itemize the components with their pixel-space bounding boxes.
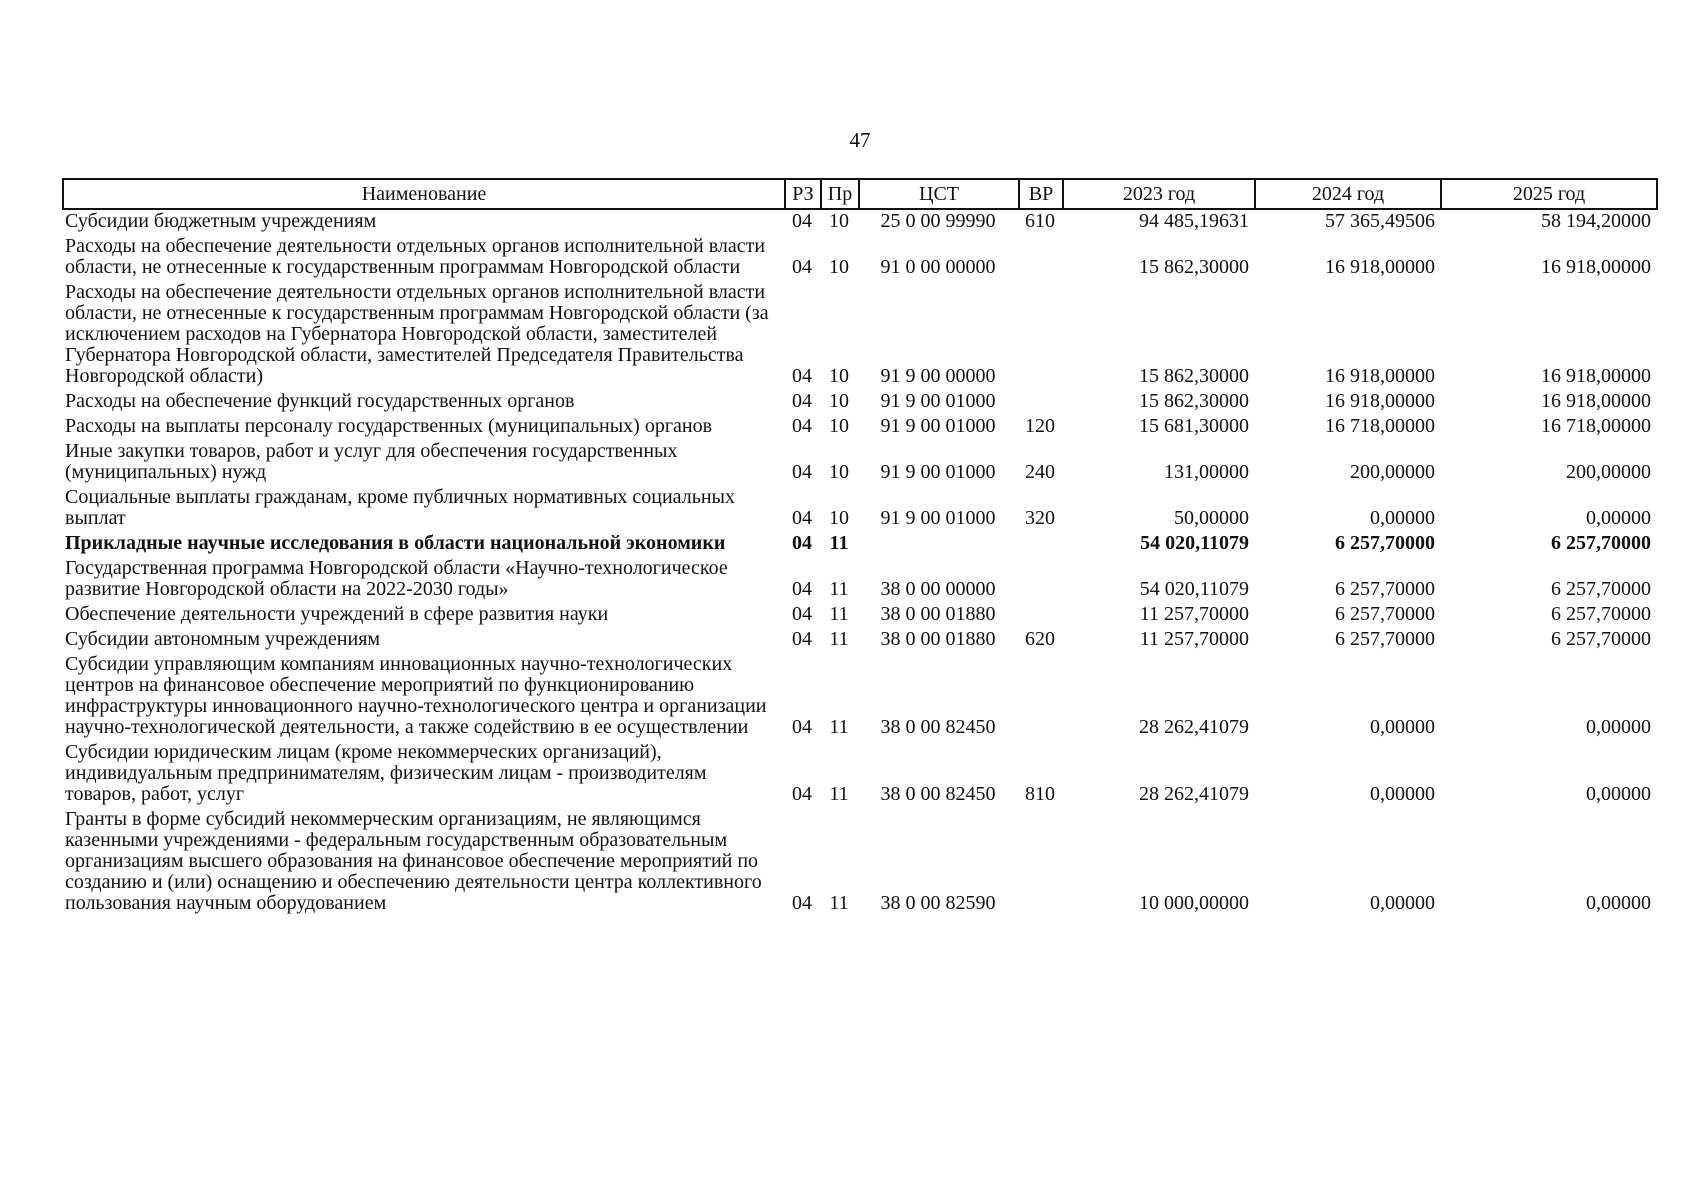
cell-vr: [1019, 808, 1063, 917]
table-row: [63, 808, 1657, 917]
table-row: [63, 235, 1657, 281]
cell-2023: 11 257,70000: [1139, 603, 1249, 625]
cell-pr: 11: [829, 892, 849, 914]
cell-2025: 58 194,20000: [1541, 210, 1651, 232]
table-row: [63, 281, 1657, 390]
cell-cst: 25 0 00 99990: [880, 210, 996, 232]
header-vr: ВР: [1019, 179, 1063, 209]
header-rz: РЗ: [785, 179, 821, 209]
cell-pr: 11: [829, 783, 849, 805]
cell-vr: [1019, 557, 1063, 603]
cell-rz: 04: [792, 415, 812, 437]
table-row: [63, 486, 1657, 532]
cell-vr: [1019, 532, 1063, 557]
table-row: [63, 390, 1657, 415]
cell-rz: 04: [792, 603, 812, 625]
header-2023: 2023 год: [1063, 179, 1255, 209]
cell-cst: 91 9 00 01000: [880, 415, 996, 437]
cell-name: Субсидии юридическим лицам (кроме некоммерческих организаций), индивидуальным предпринимателям, физическим лицам - производителям товаров, работ, услуг: [65, 741, 707, 805]
cell-2023: 50,00000: [1174, 507, 1249, 529]
cell-name: Расходы на обеспечение деятельности отдельных органов исполнительной власти области, не отнесенные к государственным программам Новгородской области: [65, 235, 766, 278]
table-row: [63, 653, 1657, 741]
cell-2025: 0,00000: [1586, 783, 1651, 805]
cell-name: Расходы на выплаты персоналу государственных (муниципальных) органов: [65, 415, 713, 437]
cell-2023: 54 020,11079: [1140, 532, 1249, 554]
cell-cst: [859, 532, 1019, 557]
header-2025: 2025 год: [1441, 179, 1657, 209]
cell-rz: 04: [792, 578, 812, 600]
cell-pr: 11: [829, 532, 849, 554]
cell-vr: 240: [1025, 461, 1055, 483]
cell-2024: 0,00000: [1370, 892, 1435, 914]
header-name: Наименование: [63, 179, 785, 209]
cell-name: Социальные выплаты гражданам, кроме публичных нормативных социальных выплат: [65, 486, 735, 529]
cell-vr: 320: [1025, 507, 1055, 529]
cell-2023: 15 681,30000: [1139, 415, 1249, 437]
cell-2024: 200,00000: [1350, 461, 1435, 483]
cell-cst: 91 9 00 00000: [880, 365, 996, 387]
cell-rz: 04: [792, 532, 812, 554]
header-row: [63, 179, 1657, 209]
cell-cst: 91 9 00 01000: [880, 461, 996, 483]
cell-pr: 11: [829, 578, 849, 600]
cell-pr: 11: [829, 603, 849, 625]
cell-2025: 16 918,00000: [1541, 365, 1651, 387]
cell-vr: [1019, 653, 1063, 741]
header-2024: 2024 год: [1255, 179, 1441, 209]
table-row: [63, 440, 1657, 486]
cell-2025: 200,00000: [1566, 461, 1651, 483]
cell-name: Обеспечение деятельности учреждений в сфере развития науки: [65, 603, 609, 625]
cell-2024: 57 365,49506: [1325, 210, 1435, 232]
cell-2024: 0,00000: [1370, 507, 1435, 529]
cell-cst: 38 0 00 01880: [880, 628, 996, 650]
cell-rz: 04: [792, 256, 812, 278]
cell-cst: 38 0 00 82450: [880, 716, 996, 738]
cell-2025: 0,00000: [1586, 507, 1651, 529]
cell-vr: 620: [1025, 628, 1055, 650]
cell-pr: 10: [829, 415, 849, 437]
table-row: [63, 209, 1657, 235]
cell-rz: 04: [792, 390, 812, 412]
cell-name: Иные закупки товаров, работ и услуг для обеспечения государственных (муниципальных) нужд: [65, 440, 678, 483]
page-number: 47: [849, 128, 871, 152]
cell-name: Субсидии бюджетным учреждениям: [65, 210, 377, 232]
cell-rz: 04: [792, 892, 812, 914]
cell-vr: [1019, 235, 1063, 281]
cell-2023: 15 862,30000: [1139, 365, 1249, 387]
cell-2023: 11 257,70000: [1139, 628, 1249, 650]
cell-2025: 16 918,00000: [1541, 256, 1651, 278]
cell-name: Расходы на обеспечение функций государственных органов: [65, 390, 575, 412]
cell-2025: 6 257,70000: [1551, 578, 1651, 600]
cell-2025: 16 718,00000: [1541, 415, 1651, 437]
cell-rz: 04: [792, 716, 812, 738]
cell-pr: 10: [829, 507, 849, 529]
cell-cst: 38 0 00 01880: [880, 603, 996, 625]
table-body: [63, 209, 1657, 917]
cell-vr: 810: [1025, 783, 1055, 805]
cell-2023: 28 262,41079: [1139, 783, 1249, 805]
cell-2025: 16 918,00000: [1541, 390, 1651, 412]
cell-pr: 11: [829, 716, 849, 738]
table-row: [63, 532, 1657, 557]
cell-vr: [1019, 603, 1063, 628]
cell-2025: 6 257,70000: [1551, 603, 1651, 625]
cell-2025: 0,00000: [1586, 716, 1651, 738]
cell-rz: 04: [792, 210, 812, 232]
cell-2024: 0,00000: [1370, 783, 1435, 805]
cell-rz: 04: [792, 783, 812, 805]
cell-2025: 6 257,70000: [1551, 628, 1651, 650]
cell-name: Гранты в форме субсидий некоммерческим организациям, не являющимся казенными учреждениями - федеральным государственным образовательным организациям высшего образования на финансовое обеспечение мероприятий по созданию и (или) оснащению и обеспечению деятельности центра коллективного пользования научным оборудованием: [65, 808, 762, 914]
cell-2024: 0,00000: [1370, 716, 1435, 738]
header-pr: Пр: [821, 179, 859, 209]
cell-2024: 6 257,70000: [1335, 628, 1435, 650]
cell-pr: 10: [829, 390, 849, 412]
cell-2024: 16 718,00000: [1325, 415, 1435, 437]
cell-cst: 91 9 00 01000: [880, 390, 996, 412]
cell-2024: 6 257,70000: [1335, 578, 1435, 600]
cell-vr: [1019, 281, 1063, 390]
cell-2024: 16 918,00000: [1325, 390, 1435, 412]
cell-2023: 94 485,19631: [1139, 210, 1249, 232]
budget-table: [62, 178, 1658, 917]
cell-2023: 10 000,00000: [1139, 892, 1249, 914]
cell-cst: 38 0 00 82450: [880, 783, 996, 805]
cell-name: Расходы на обеспечение деятельности отдельных органов исполнительной власти области, не отнесенные к государственным программам Новгородской области (за исключением расходов на Губернатора Новгородской области, заместителей Губернатора Новгородской области, заместителей Председателя Правительства Новгородской области): [65, 281, 769, 387]
cell-cst: 38 0 00 00000: [880, 578, 996, 600]
cell-cst: 38 0 00 82590: [880, 892, 996, 914]
cell-vr: 120: [1025, 415, 1055, 437]
header-cst: ЦСТ: [859, 179, 1019, 209]
cell-vr: [1019, 390, 1063, 415]
cell-pr: 10: [829, 461, 849, 483]
cell-2023: 15 862,30000: [1139, 390, 1249, 412]
cell-name: Государственная программа Новгородской области «Научно-технологическое развитие Новгородской области на 2022-2030 годы»: [65, 557, 728, 600]
cell-2023: 15 862,30000: [1139, 256, 1249, 278]
cell-rz: 04: [792, 628, 812, 650]
cell-pr: 10: [829, 256, 849, 278]
cell-2023: 54 020,11079: [1139, 578, 1249, 600]
table-row: [63, 415, 1657, 440]
table-row: [63, 741, 1657, 808]
cell-2023: 131,00000: [1164, 461, 1249, 483]
cell-2024: 6 257,70000: [1335, 532, 1435, 554]
cell-cst: 91 0 00 00000: [880, 256, 996, 278]
cell-name: Субсидии управляющим компаниям инновационных научно-технологических центров на финансовое обеспечение мероприятий по функционированию инфраструктуры инновационного научно-технологического центра и организации научно-технологической деятельности, а также содействию в ее осуществлении: [65, 653, 767, 738]
cell-2024: 16 918,00000: [1325, 365, 1435, 387]
cell-rz: 04: [792, 507, 812, 529]
cell-2025: 0,00000: [1586, 892, 1651, 914]
cell-cst: 91 9 00 01000: [880, 507, 996, 529]
table-row: [63, 603, 1657, 628]
cell-2023: 28 262,41079: [1139, 716, 1249, 738]
cell-name: Прикладные научные исследования в области национальной экономики: [65, 532, 726, 554]
table-row: [63, 557, 1657, 603]
cell-pr: 11: [829, 628, 849, 650]
cell-rz: 04: [792, 461, 812, 483]
cell-2024: 16 918,00000: [1325, 256, 1435, 278]
cell-rz: 04: [792, 365, 812, 387]
cell-name: Субсидии автономным учреждениям: [65, 628, 381, 650]
cell-vr: 610: [1025, 210, 1055, 232]
cell-2025: 6 257,70000: [1551, 532, 1651, 554]
cell-pr: 10: [829, 365, 849, 387]
table-row: [63, 628, 1657, 653]
cell-2024: 6 257,70000: [1335, 603, 1435, 625]
cell-pr: 10: [829, 210, 849, 232]
